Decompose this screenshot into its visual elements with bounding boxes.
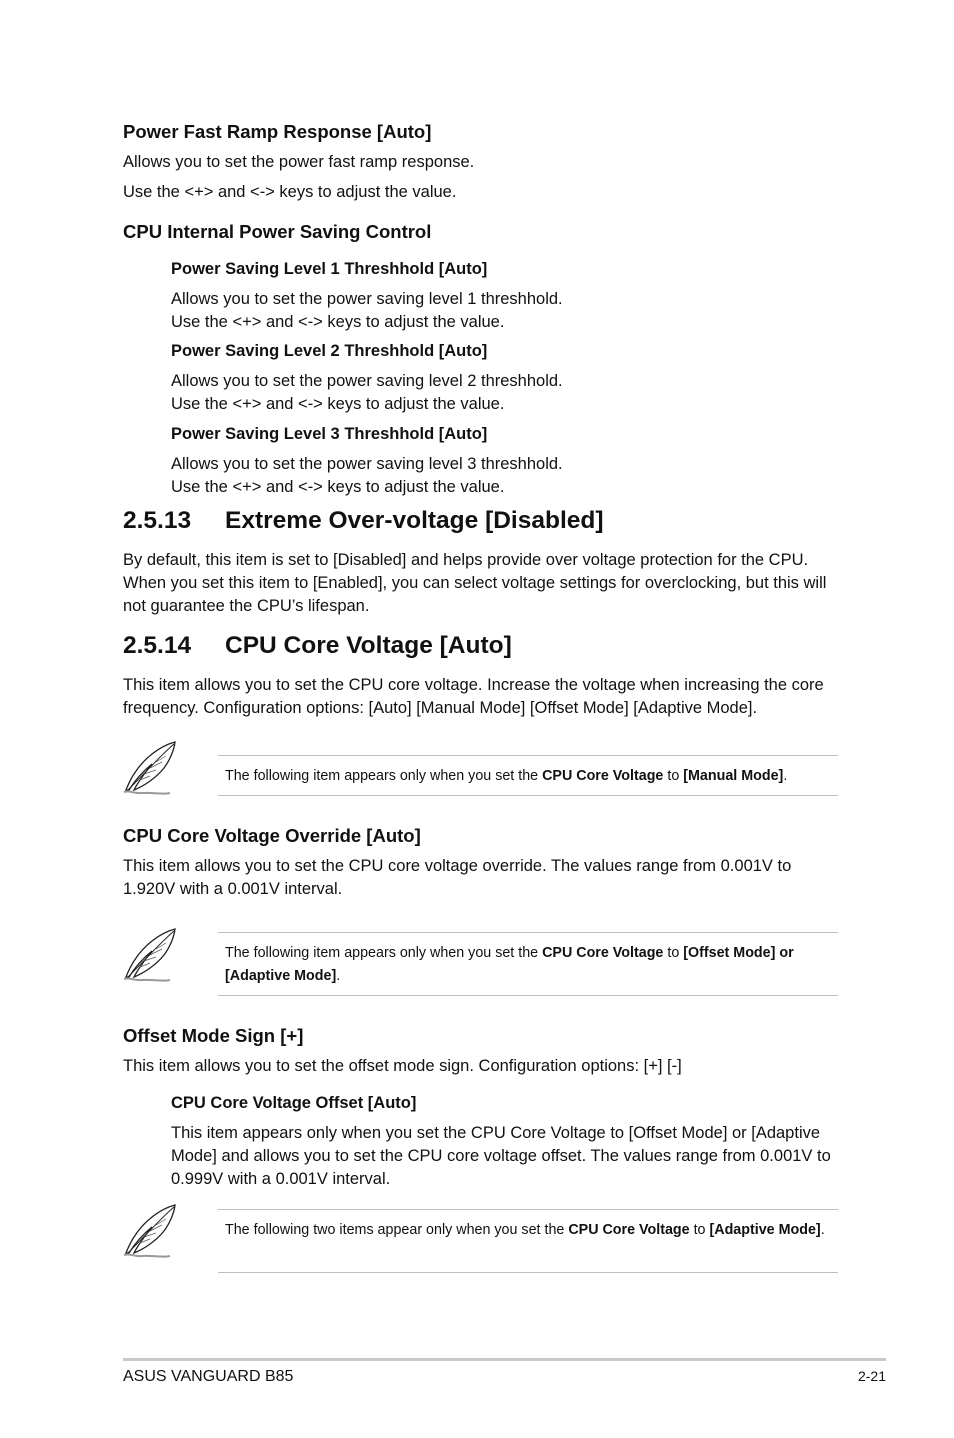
power-saving-level-3-desc: Allows you to set the power saving level 3 threshhold. bbox=[171, 455, 563, 473]
footer-rule bbox=[123, 1358, 886, 1361]
section-2513-heading bbox=[123, 507, 604, 535]
power-fast-ramp-desc: Allows you to set the power fast ramp response. bbox=[123, 153, 475, 171]
section-2514-heading bbox=[123, 632, 512, 660]
section-2514-title: CPU Core Voltage [Auto] bbox=[225, 632, 512, 659]
note-2-top-rule bbox=[218, 932, 838, 933]
power-saving-level-1-desc: Allows you to set the power saving level 1 threshhold. bbox=[171, 290, 563, 308]
note-3-text: The following two items appear only when you set the CPU Core Voltage to [Adaptive Mode]. bbox=[225, 1222, 825, 1238]
power-saving-level-2-title: Power Saving Level 2 Threshhold [Auto] bbox=[171, 342, 488, 360]
feather-pen-icon bbox=[120, 927, 180, 985]
section-2514-number: 2.5.14 bbox=[123, 632, 192, 659]
section-2514-body: This item allows you to set the CPU core voltage. Increase the voltage when increasing the core frequency. Configuration options: [Auto] [Manual Mode] [Offset Mode] [Adaptive Mode]. bbox=[123, 676, 824, 717]
note-1-text: The following item appears only when you set the CPU Core Voltage to [Manual Mode]. bbox=[225, 768, 788, 784]
cpu-core-voltage-offset-title: CPU Core Voltage Offset [Auto] bbox=[171, 1094, 417, 1112]
section-2513-title: Extreme Over-voltage [Disabled] bbox=[225, 507, 604, 534]
heading-power-fast-ramp: Power Fast Ramp Response [Auto] bbox=[123, 121, 432, 142]
power-fast-ramp-keys: Use the <+> and <-> keys to adjust the value. bbox=[123, 183, 457, 201]
footer-product-name: ASUS VANGUARD B85 bbox=[123, 1368, 294, 1385]
feather-pen-icon bbox=[120, 740, 180, 798]
feather-pen-icon bbox=[120, 1203, 180, 1261]
power-saving-level-3-title: Power Saving Level 3 Threshhold [Auto] bbox=[171, 425, 488, 443]
note-3-bottom-rule bbox=[218, 1272, 838, 1273]
power-saving-level-1-title: Power Saving Level 1 Threshhold [Auto] bbox=[171, 260, 488, 278]
power-saving-level-2-desc: Allows you to set the power saving level 2 threshhold. bbox=[171, 372, 563, 390]
cpu-core-voltage-override-body: This item allows you to set the CPU core voltage override. The values range from 0.001V to 1.920V with a 0.001V interval. bbox=[123, 857, 792, 898]
section-2513-body: By default, this item is set to [Disabled] and helps provide over voltage protection for the CPU. When you set this item to [Enabled], you can select voltage settings for overclocking, but this will not guarantee the CPU’s lifespan. bbox=[123, 551, 827, 615]
power-saving-level-3-keys: Use the <+> and <-> keys to adjust the value. bbox=[171, 478, 505, 496]
heading-offset-mode-sign: Offset Mode Sign [+] bbox=[123, 1025, 304, 1046]
note-2-bottom-rule bbox=[218, 995, 838, 996]
note-1-bottom-rule bbox=[218, 795, 838, 796]
power-saving-level-2-keys: Use the <+> and <-> keys to adjust the value. bbox=[171, 395, 505, 413]
offset-mode-sign-body: This item allows you to set the offset mode sign. Configuration options: [+] [-] bbox=[123, 1057, 682, 1075]
cpu-core-voltage-offset-body: This item appears only when you set the CPU Core Voltage to [Offset Mode] or [Adaptive Mode] and allows you to set the CPU core voltage offset. The values range from 0.001V to 0.999V with a 0.001V interval. bbox=[171, 1124, 831, 1188]
heading-cpu-internal-power-saving: CPU Internal Power Saving Control bbox=[123, 221, 432, 242]
note-2-text: The following item appears only when you set the CPU Core Voltage to [Offset Mode] or [Adaptive Mode]. bbox=[225, 945, 794, 984]
note-1-top-rule bbox=[218, 755, 838, 756]
power-saving-level-1-keys: Use the <+> and <-> keys to adjust the value. bbox=[171, 313, 505, 331]
heading-cpu-core-voltage-override: CPU Core Voltage Override [Auto] bbox=[123, 825, 421, 846]
section-2513-number: 2.5.13 bbox=[123, 507, 192, 534]
footer-page-number: 2-21 bbox=[857, 1368, 886, 1384]
note-3-top-rule bbox=[218, 1209, 838, 1210]
